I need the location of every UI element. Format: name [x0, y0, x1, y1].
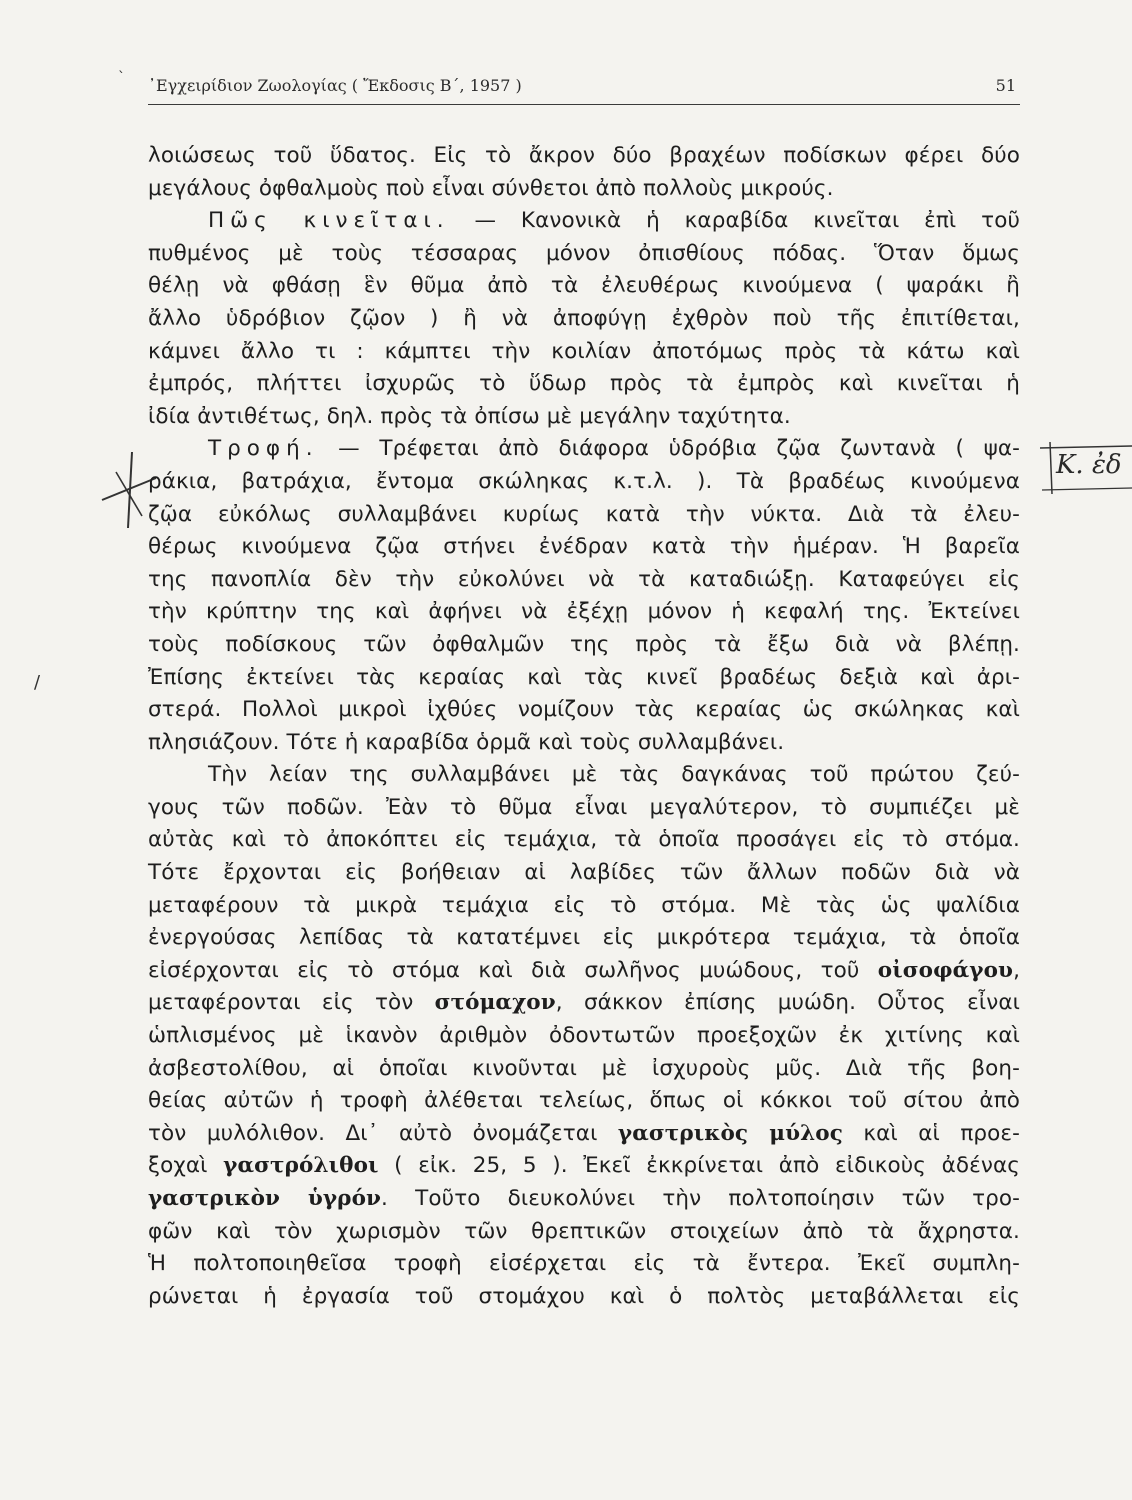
text-line: θέρως κινούμενα ζῷα στήνει ἐνέδραν κατὰ τὴν ἡμέραν. Ἡ βαρεῖα [148, 534, 1020, 560]
text-line: της πανοπλία δὲν τὴν εὐκολύνει νὰ τὰ καταδιώξῃ. Καταφεύγει εἰς [148, 566, 1020, 592]
handwritten-margin-note [1038, 438, 1132, 498]
text-line: εἰσέρχονται εἰς τὸ στόμα καὶ διὰ σωλῆνος μυώδους, τοῦ οἰσοφάγου, [148, 957, 1020, 983]
section-heading-food: Τροφή. [208, 436, 319, 462]
text-line: πλησιάζουν. Τότε ἡ καραβίδα ὁρμᾶ καὶ τοὺς συλλαμβάνει. [148, 729, 785, 755]
text-line: γαστρικὸν ὑγρόν. Τοῦτο διευκολύνει τὴν πολτοποίησιν τῶν τρο- [148, 1186, 1020, 1211]
text-line: πυθμένος μὲ τοὺς τέσσαρας μόνον ὀπισθίους πόδας. Ὅταν ὅμως [148, 240, 1020, 266]
text-line: γους τῶν ποδῶν. Ἐὰν τὸ θῦμα εἶναι μεγαλύτερον, τὸ συμπιέζει μὲ [148, 794, 1020, 820]
term-gastric-fluid: γαστρικὸν ὑγρόν [148, 1186, 382, 1211]
text-line: στερά. Πολλοὶ μικροὶ ἰχθύες νομίζουν τὰς κεραίας ὡς σκώληκας καὶ [148, 697, 1020, 723]
text-line: Τροφή. — Τρέφεται ἀπὸ διάφορα ὑδρόβια ζῷα ζωντανὰ ( ψα- [208, 436, 1020, 462]
margin-note-text: Κ. ἐδ [1056, 450, 1122, 480]
term-oesophagus: οἰσοφάγου [877, 957, 1014, 983]
body-text [148, 140, 1020, 1313]
term-gastroliths: γαστρόλιθοι [223, 1153, 379, 1179]
running-title: ᾿Εγχειρίδιον Ζωολογίας ( Ἔκδοσις Β΄, 1957 ) [148, 76, 522, 95]
text-line: ζῷα εὐκόλως συλλαμβάνει κυρίως κατὰ τὴν νύκτα. Διὰ τὰ ἐλευ- [148, 501, 1020, 527]
text-line: ἀσβεστολίθου, αἱ ὁποῖαι κινοῦνται μὲ ἰσχυροὺς μῦς. Διὰ τῆς βοη- [148, 1055, 1020, 1081]
margin-tick: ` [118, 70, 125, 86]
text-line: λοιώσεως τοῦ ὕδατος. Εἰς τὸ ἄκρον δύο βραχέων ποδίσκων φέρει δύο [148, 143, 1020, 168]
text-line: μεταφέρουν τὰ μικρὰ τεμάχια εἰς τὸ στόμα. Μὲ τὰς ὡς ψαλίδια [148, 892, 1020, 918]
text-line: ρώνεται ἡ ἐργασία τοῦ στομάχου καὶ ὁ πολτὸς μεταβάλλεται εἰς [148, 1283, 1020, 1309]
text-line: αὐτὰς καὶ τὸ ἀποκόπτει εἰς τεμάχια, τὰ ὁποῖα προσάγει εἰς τὸ στόμα. [148, 827, 1020, 853]
text-line: θείας αὐτῶν ἡ τροφὴ ἀλέθεται τελείως, ὅπως οἱ κόκκοι τοῦ σίτου ἀπὸ [148, 1088, 1020, 1114]
text-line: μεταφέρονται εἰς τὸν στόμαχον, σάκκον ἐπίσης μυώδη. Οὗτος εἶναι [148, 990, 1020, 1016]
text-line: ράκια, βατράχια, ἔντομα σκώληκας κ.τ.λ. ). Τὰ βραδέως κινούμενα [148, 468, 1020, 494]
text-line: Ἡ πολτοποιηθεῖσα τροφὴ εἰσέρχεται εἰς τὰ ἔντερα. Ἐκεῖ συμπλη- [148, 1251, 1020, 1277]
text-line: φῶν καὶ τὸν χωρισμὸν τῶν θρεπτικῶν στοιχείων ἀπὸ τὰ ἄχρηστα. [148, 1218, 1020, 1244]
text-line: μεγάλους ὀφθαλμοὺς ποὺ εἶναι σύνθετοι ἀπὸ πολλοὺς μικρούς. [148, 175, 834, 201]
text-line: Ἐπίσης ἐκτείνει τὰς κεραίας καὶ τὰς κινεῖ βραδέως δεξιὰ καὶ ἀρι- [148, 664, 1020, 690]
text-line: τοὺς ποδίσκους τῶν ὀφθαλμῶν της πρὸς τὰ ἔξω διὰ νὰ βλέπῃ. [148, 631, 1020, 657]
text-line: ξοχαὶ γαστρόλιθοι ( εἰκ. 25, 5 ). Ἐκεῖ ἐκκρίνεται ἀπὸ εἰδικοὺς ἀδένας [148, 1153, 1020, 1179]
text-line: ἐμπρός, πλήττει ἰσχυρῶς τὸ ὕδωρ πρὸς τὰ ἐμπρὸς καὶ κινεῖται ἡ [148, 371, 1020, 397]
section-heading-motion: Πῶς κινεῖται. [208, 208, 450, 234]
term-stomach: στόμαχον [434, 990, 556, 1016]
text-line: θέλῃ νὰ φθάσῃ ἓν θῦμα ἀπὸ τὰ ἐλευθέρως κινούμενα ( ψαράκι ἢ [148, 273, 1020, 299]
text-line: ὡπλισμένος μὲ ἱκανὸν ἀριθμὸν ὀδοντωτῶν προεξοχῶν ἐκ χιτίνης καὶ [148, 1023, 1020, 1049]
text-line: ἄλλο ὑδρόβιον ζῷον ) ἢ νὰ ἀποφύγῃ ἐχθρὸν ποὺ τῆς ἐπιτίθεται, [148, 305, 1020, 331]
text-line: ἐνεργούσας λεπίδας τὰ κατατέμνει εἰς μικρότερα τεμάχια, τὰ ὁποῖα [148, 925, 1020, 951]
text-line: Τὴν λείαν της συλλαμβάνει μὲ τὰς δαγκάνας τοῦ πρώτου ζεύ- [208, 762, 1020, 788]
text-line: τὴν κρύπτην της καὶ ἀφήνει νὰ ἐξέχῃ μόνον ἡ κεφαλή της. Ἐκτείνει [148, 599, 1020, 625]
stray-pen-mark: / [34, 672, 41, 693]
page-number: 51 [995, 76, 1016, 95]
text-line: τὸν μυλόλιθον. Δι᾿ αὐτὸ ὀνομάζεται γαστρικὸς μύλος καὶ αἱ προε- [148, 1120, 1020, 1146]
text-line: Τότε ἔρχονται εἰς βοήθειαν αἱ λαβίδες τῶν ἄλλων ποδῶν διὰ νὰ [148, 860, 1020, 886]
text-line: ἰδία ἀντιθέτως, δηλ. πρὸς τὰ ὀπίσω μὲ μεγάλην ταχύτητα. [148, 403, 791, 429]
running-header [148, 74, 1020, 105]
text-line: κάμνει ἄλλο τι : κάμπτει τὴν κοιλίαν ἀποτόμως πρὸς τὰ κάτω καὶ [148, 338, 1020, 364]
term-gastric-mill: γαστρικὸς μύλος [617, 1120, 843, 1146]
text-line: Πῶς κινεῖται. — Κανονικὰ ἡ καραβίδα κινεῖται ἐπὶ τοῦ [208, 208, 1020, 234]
